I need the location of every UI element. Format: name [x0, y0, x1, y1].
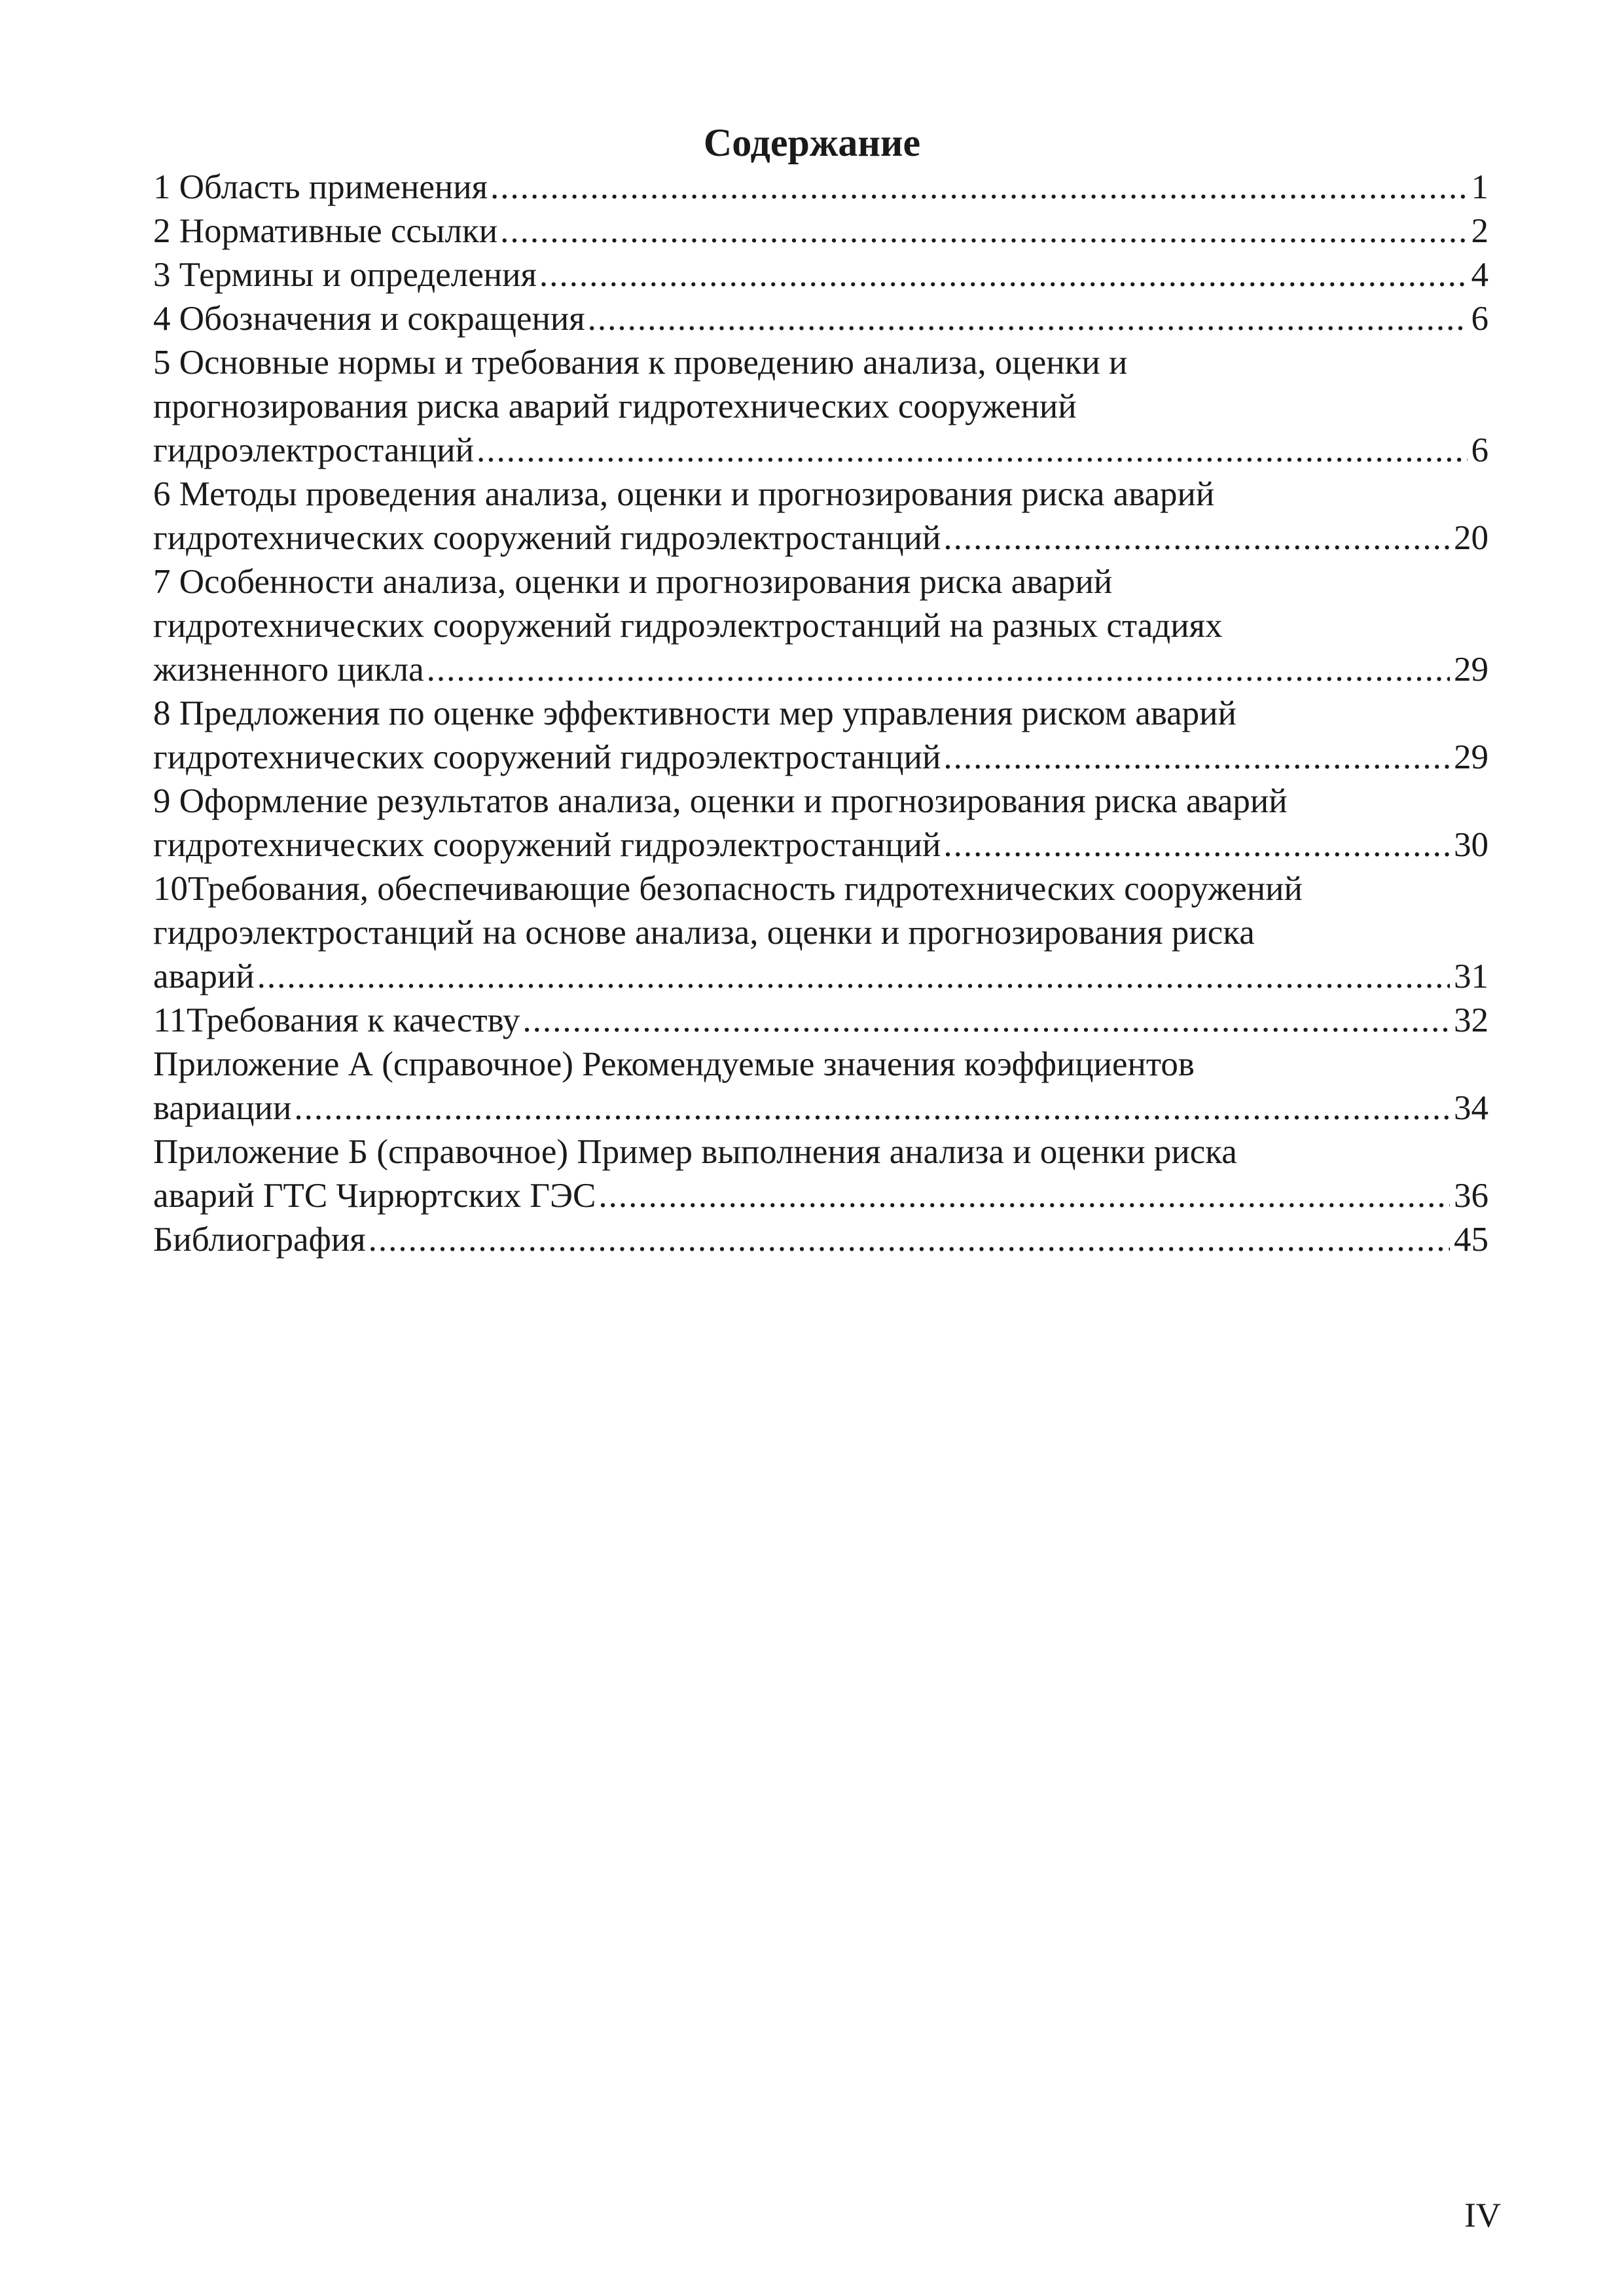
toc-entry	[153, 1043, 1489, 1130]
dot-leader	[257, 955, 1450, 999]
toc-entry-row	[153, 1174, 1489, 1218]
toc-entry-text: 8 Предложения по оценке эффективности мер управления риском аварий	[153, 694, 1236, 732]
toc-entry	[153, 209, 1489, 253]
dot-leader	[943, 516, 1450, 560]
toc-page-number: 34	[1454, 1089, 1489, 1127]
toc-entry-text: аварий ГТС Чирюртских ГЭС	[153, 1177, 596, 1215]
toc-entry-row	[153, 209, 1489, 253]
dot-leader	[598, 1174, 1450, 1218]
toc-entry-text: 3 Термины и определения	[153, 256, 537, 294]
toc-entry-row	[153, 297, 1489, 341]
toc-entry-row	[153, 823, 1489, 867]
toc-entry	[153, 867, 1489, 999]
toc-page-number: 20	[1454, 519, 1489, 557]
toc-entry-row	[153, 1218, 1489, 1262]
toc-entry	[153, 341, 1489, 473]
toc-entry-row	[153, 516, 1489, 560]
toc-entry-text: 4 Обозначения и сокращения	[153, 300, 585, 338]
page-number: IV	[1464, 2197, 1501, 2234]
dot-leader	[294, 1086, 1450, 1130]
toc-page-number: 32	[1454, 1001, 1489, 1039]
toc-entry	[153, 692, 1489, 780]
toc-entry-row	[153, 166, 1489, 209]
toc-entry	[153, 1130, 1489, 1218]
toc-entry-row	[153, 736, 1489, 780]
toc-page-number: 31	[1454, 958, 1489, 996]
dot-leader	[369, 1218, 1450, 1262]
toc-entry-text: гидротехнических сооружений гидроэлектростанций	[153, 519, 941, 557]
toc-entry-text: 2 Нормативные ссылки	[153, 212, 498, 250]
toc-entry-text: жизненного цикла	[153, 651, 424, 689]
toc-entry-row	[153, 429, 1489, 473]
toc-entry-text: 7 Особенности анализа, оценки и прогнозирования риска аварий	[153, 563, 1113, 601]
toc-entry-text: гидротехнических сооружений гидроэлектростанций	[153, 738, 941, 776]
toc-entry-text: 11Требования к качеству	[153, 1001, 520, 1039]
toc-entry-text: прогнозирования риска аварий гидротехнических сооружений	[153, 387, 1077, 425]
toc-entry	[153, 560, 1489, 692]
toc-entry-row	[153, 648, 1489, 692]
toc-entry-text: гидроэлектростанций	[153, 431, 474, 469]
toc-entry	[153, 253, 1489, 297]
table-of-contents	[153, 166, 1489, 1262]
toc-entry	[153, 473, 1489, 560]
toc-entry-text: 5 Основные нормы и требования к проведению анализа, оценки и	[153, 344, 1128, 382]
dot-leader	[588, 297, 1468, 341]
toc-entry	[153, 780, 1489, 867]
toc-entry-text: гидроэлектростанций на основе анализа, оценки и прогнозирования риска	[153, 914, 1255, 952]
toc-entry-text: 6 Методы проведения анализа, оценки и прогнозирования риска аварий	[153, 475, 1215, 513]
toc-page-number: 36	[1454, 1177, 1489, 1215]
dot-leader	[522, 999, 1450, 1043]
toc-entry	[153, 166, 1489, 209]
toc-page-number: 2	[1471, 212, 1489, 250]
toc-entry-text: Приложение Б (справочное) Пример выполнения анализа и оценки риска	[153, 1133, 1237, 1171]
toc-entry-row	[153, 999, 1489, 1043]
toc-page-number: 29	[1454, 738, 1489, 776]
dot-leader	[477, 429, 1468, 473]
toc-entry-text: Приложение А (справочное) Рекомендуемые значения коэффициентов	[153, 1045, 1195, 1083]
toc-entry	[153, 297, 1489, 341]
toc-entry-text: вариации	[153, 1089, 292, 1127]
dot-leader	[490, 166, 1467, 209]
toc-entry	[153, 1218, 1489, 1262]
toc-entry-text: 10Требования, обеспечивающие безопасность гидротехнических сооружений	[153, 870, 1303, 908]
toc-page-number: 30	[1454, 826, 1489, 864]
toc-entry-text: Библиография	[153, 1221, 366, 1259]
page-title: Содержание	[703, 121, 921, 164]
dot-leader	[539, 253, 1468, 297]
toc-page-number: 1	[1471, 168, 1489, 206]
dot-leader	[500, 209, 1467, 253]
toc-entry-text: гидротехнических сооружений гидроэлектростанций	[153, 826, 941, 864]
toc-entry-row	[153, 955, 1489, 999]
dot-leader	[943, 736, 1450, 780]
dot-leader	[943, 823, 1450, 867]
dot-leader	[427, 648, 1450, 692]
toc-entry-text: 1 Область применения	[153, 168, 488, 206]
toc-entry-text: аварий	[153, 958, 255, 996]
toc-entry	[153, 999, 1489, 1043]
toc-page-number: 4	[1471, 256, 1489, 294]
toc-entry-text: 9 Оформление результатов анализа, оценки и прогнозирования риска аварий	[153, 782, 1288, 820]
toc-entry-text: гидротехнических сооружений гидроэлектростанций на разных стадиях	[153, 607, 1223, 645]
toc-page-number: 29	[1454, 651, 1489, 689]
toc-entry-row	[153, 1086, 1489, 1130]
toc-page-number: 6	[1471, 431, 1489, 469]
toc-entry-row	[153, 253, 1489, 297]
toc-page-number: 45	[1454, 1221, 1489, 1259]
toc-page-number: 6	[1471, 300, 1489, 338]
